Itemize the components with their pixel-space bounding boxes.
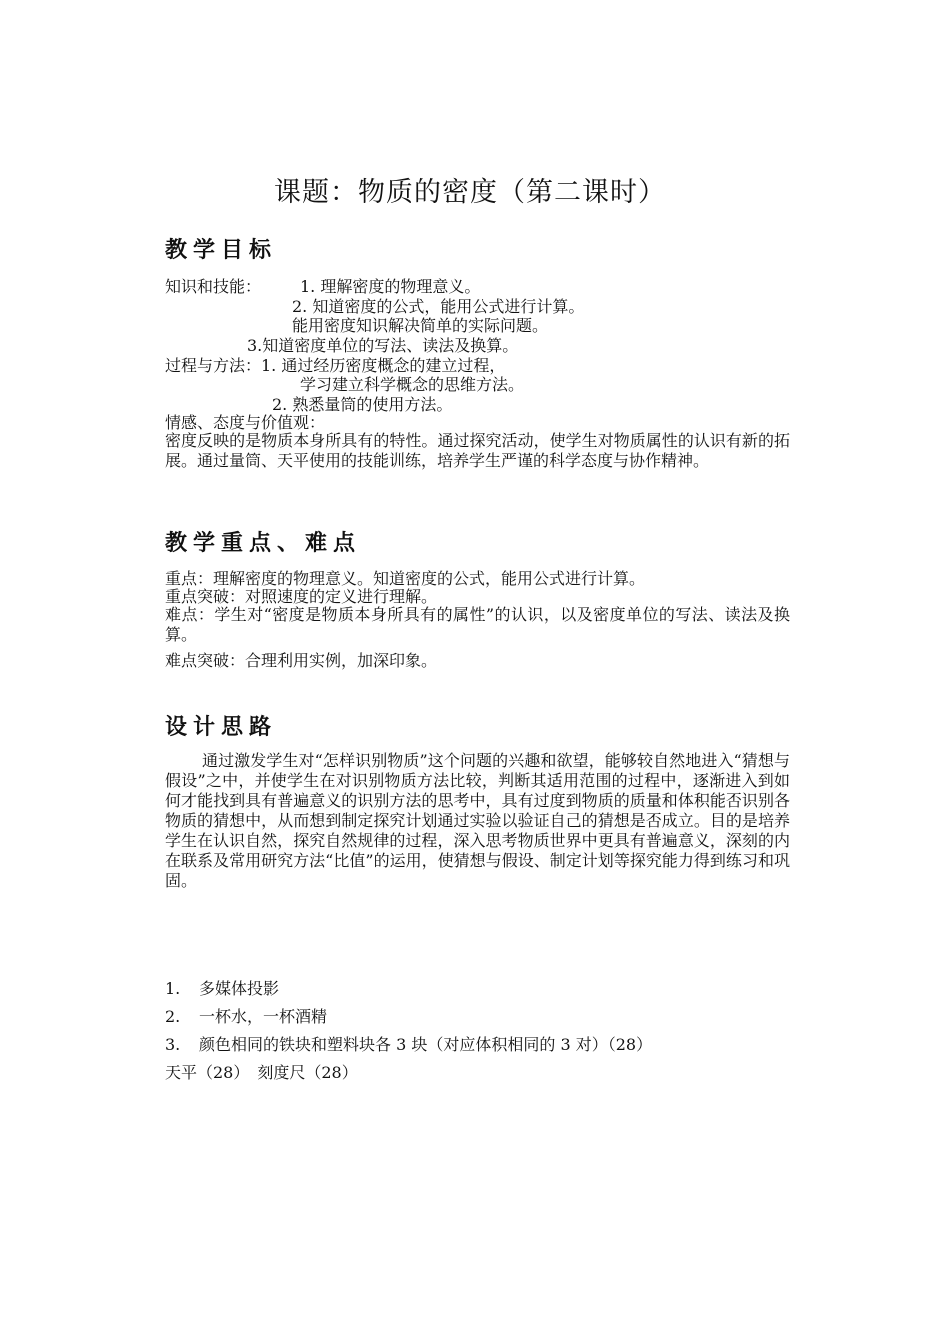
objective-line-2b: 能用密度知识解决简单的实际问题。 <box>292 316 549 335</box>
list-item-text: 颜色相同的铁块和塑料块各 3 块（对应体积相同的 3 对）（28） <box>199 1035 653 1054</box>
objective-line-2: 2. 知道密度的公式，能用公式进行计算。 <box>292 297 585 316</box>
list-item-number: 2. <box>165 1007 181 1026</box>
key-points-heading: 教学重点、难点 <box>165 530 362 556</box>
list-item <box>165 1035 652 1055</box>
design-paragraph: 通过激发学生对“怎样识别物质”这个问题的兴趣和欲望，能够较自然地进入“猜想与假设”之中，并使学生在对识别物质方法比较，判断其适用范围的过程中，逐渐进入到如何才能找到具有普遍意义的识别方法的思考中，具有过度到物质的质量和体积能否识别各物质的猜想中，从而想到制定探究计划通过实验以验证自己的猜想是否成立。目的是培养学生在认识自然，探究自然规律的过程，深入思考物质世界中更具有普遍意义，深刻的内在联系及常用研究方法“比值”的运用，使猜想与假设、制定计划等探究能力得到练习和巩固。 <box>165 751 790 890</box>
objective-line-process-b: 学习建立科学概念的思维方法。 <box>300 375 525 394</box>
focus-breakthrough-text: 重点突破：对照速度的定义进行理解。 <box>165 587 438 606</box>
difficulty-breakthrough-text: 难点突破：合理利用实例，加深印象。 <box>165 651 438 670</box>
difficulty-text: 难点：学生对“密度是物质本身所具有的属性”的认识，以及密度单位的写法、读法及换算。 <box>165 605 790 644</box>
attitude-paragraph: 密度反映的是物质本身所具有的特性。通过探究活动，使学生对物质属性的认识有新的拓展。通过量筒、天平使用的技能训练，培养学生严谨的科学态度与协作精神。 <box>165 431 790 470</box>
list-item-text: 一杯水，一杯酒精 <box>199 1007 328 1026</box>
objective-line-1: 1. 理解密度的物理意义。 <box>300 277 481 296</box>
list-item-text: 多媒体投影 <box>199 979 280 998</box>
design-heading: 设计思路 <box>165 714 278 740</box>
objectives-heading: 教学目标 <box>165 237 278 263</box>
objective-line-process-2: 2. 熟悉量筒的使用方法。 <box>272 395 453 414</box>
objective-line-knowledge-label: 知识和技能： <box>165 277 262 296</box>
materials-extra-text: 天平（28） 刻度尺（28） <box>165 1063 358 1082</box>
focus-text: 重点：理解密度的物理意义。知道密度的公式，能用公式进行计算。 <box>165 569 646 588</box>
list-item <box>165 1007 327 1027</box>
list-item-number: 1. <box>165 979 181 998</box>
objective-line-attitude-label: 情感、态度与价值观： <box>165 413 326 432</box>
objective-line-process: 过程与方法：1. 通过经历密度概念的建立过程， <box>165 356 506 375</box>
list-item <box>165 979 279 999</box>
list-item-number: 3. <box>165 1035 181 1054</box>
page-title: 课题：物质的密度（第二课时） <box>274 177 666 208</box>
objective-line-3: 3.知道密度单位的写法、读法及换算。 <box>247 336 519 355</box>
